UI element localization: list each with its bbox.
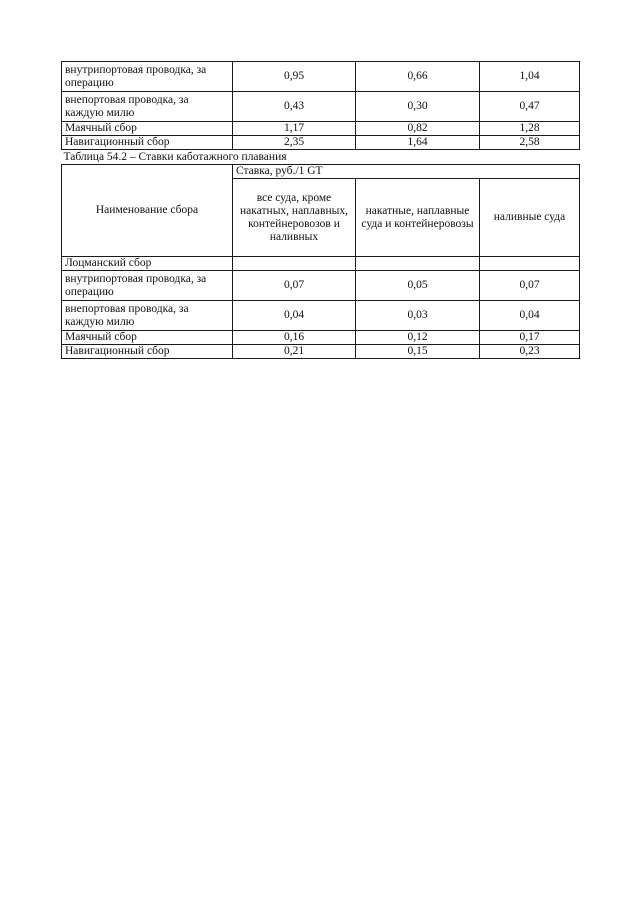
row-label: Навигационный сбор — [62, 136, 233, 150]
rate-value: 0,03 — [356, 301, 480, 331]
table-54-2 — [61, 150, 580, 359]
rate-value: 0,04 — [233, 301, 356, 331]
rate-value: 0,04 — [480, 301, 580, 331]
row-label: внепортовая проводка, за каждую милю — [62, 301, 233, 331]
table-row — [62, 122, 580, 136]
section-row — [62, 257, 580, 271]
empty-cell — [233, 257, 356, 271]
header-roro-container: накатные, наплавные суда и контейнеровозы — [356, 179, 480, 257]
rate-value: 0,12 — [356, 331, 480, 345]
rate-value: 0,82 — [356, 122, 480, 136]
table-continuation — [61, 61, 580, 150]
rate-value: 0,43 — [233, 92, 356, 122]
rate-value: 2,58 — [480, 136, 580, 150]
rate-value: 0,30 — [356, 92, 480, 122]
rate-value: 0,07 — [480, 271, 580, 301]
header-rate-group: Ставка, руб./1 GT — [233, 165, 580, 179]
table-row — [62, 301, 580, 331]
rate-value: 0,16 — [233, 331, 356, 345]
row-label: Навигационный сбор — [62, 345, 233, 359]
table-row — [62, 62, 580, 92]
table-row — [62, 331, 580, 345]
table-caption: Таблица 54.2 – Ставки каботажного плавания — [62, 150, 580, 165]
header-tankers: наливные суда — [480, 179, 580, 257]
row-label: внутрипортовая проводка, за операцию — [62, 62, 233, 92]
rate-value: 0,05 — [356, 271, 480, 301]
rate-value: 0,23 — [480, 345, 580, 359]
empty-cell — [356, 257, 480, 271]
header-row — [62, 165, 580, 179]
rate-value: 0,15 — [356, 345, 480, 359]
row-label: внепортовая проводка, за каждую милю — [62, 92, 233, 122]
rate-value: 1,64 — [356, 136, 480, 150]
document-page — [61, 61, 579, 359]
header-all-vessels: все суда, кроме накатных, наплавных, контейнеровозов и наливных — [233, 179, 356, 257]
row-label: Маячный сбор — [62, 331, 233, 345]
rate-value: 0,47 — [480, 92, 580, 122]
rate-value: 0,95 — [233, 62, 356, 92]
table-row — [62, 271, 580, 301]
rate-value: 0,17 — [480, 331, 580, 345]
row-label: Маячный сбор — [62, 122, 233, 136]
rate-value: 1,28 — [480, 122, 580, 136]
rate-value: 2,35 — [233, 136, 356, 150]
rate-value: 1,04 — [480, 62, 580, 92]
row-label: внутрипортовая проводка, за операцию — [62, 271, 233, 301]
table-row — [62, 92, 580, 122]
rate-value: 1,17 — [233, 122, 356, 136]
rate-value: 0,07 — [233, 271, 356, 301]
section-label: Лоцманский сбор — [62, 257, 233, 271]
table-caption-row — [62, 150, 580, 165]
rate-value: 0,21 — [233, 345, 356, 359]
header-name-column: Наименование сбора — [62, 165, 233, 257]
table-row — [62, 345, 580, 359]
table-row — [62, 136, 580, 150]
empty-cell — [480, 257, 580, 271]
rate-value: 0,66 — [356, 62, 480, 92]
